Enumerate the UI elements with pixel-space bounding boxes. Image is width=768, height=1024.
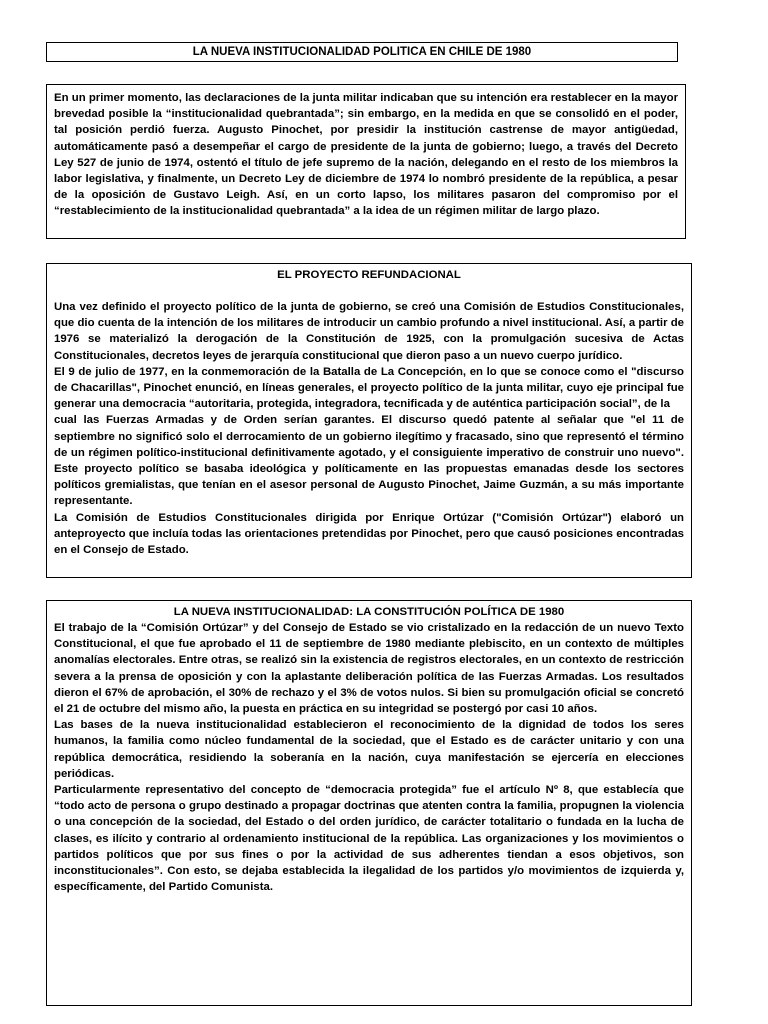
- refundacional-paragraph-4: La Comisión de Estudios Constitucionales dirigida por Enrique Ortúzar ("Comisión Ortúzar") elaboró un anteproyecto que incluía todas las orientaciones pretendidas por Pinochet, pero que causó posiciones encontradas en el Consejo de Estado.: [54, 511, 684, 557]
- constitucion-paragraph-2: Las bases de la nueva institucionalidad establecieron el reconocimiento de la dignidad de todos los seres humanos, la familia como núcleo fundamental de la sociedad, que el Estado es de carácter unitario y con una república democrática, residiendo la soberanía en la nación, cuya manifestación se ejercería en elecciones periódicas.: [54, 719, 684, 780]
- intro-paragraph: En un primer momento, las declaraciones de la junta militar indicaban que su intención era restablecer en la mayor brevedad posible la “institucionalidad quebrantada”; sin embargo, en la medida en que se consolidó en el poder, tal posición perdió fuerza. Augusto Pinochet, por presidir la institución castrense de mayor antigüedad, automáticamente pasó a desempeñar el cargo de presidente de la junta de gobierno; luego, a través del Decreto Ley 527 de junio de 1974, ostentó el título de jefe supremo de la nación, delegando en el resto de los miembros la labor legislativa, y finalmente, un Decreto Ley de diciembre de 1974 lo nombró presidente de la república, a pesar de la oposición de Gustavo Leigh. Así, en un corto lapso, los militares pasaron del compromiso por el “restablecimiento de la institucionalidad quebrantada” a la idea de un régimen militar de largo plazo.: [54, 92, 678, 218]
- constitucion-section: [46, 600, 692, 1006]
- refundacional-heading: EL PROYECTO REFUNDACIONAL: [277, 269, 461, 281]
- spacer: [54, 283, 684, 299]
- page-title: LA NUEVA INSTITUCIONALIDAD POLITICA EN CHILE DE 1980: [46, 42, 678, 62]
- refundacional-section: [46, 263, 692, 578]
- refundacional-paragraph-3: cual las Fuerzas Armadas y de Orden serían garantes. El discurso quedó patente al señalar que "el 11 de septiembre no significó solo el derrocamiento de un gobierno ilegítimo y fracasado, sino que representó el término de un régimen político-institucional definitivamente agotado, y el consiguiente imperativo de construir uno nuevo". Este proyecto político se basaba ideológica y políticamente en las propuestas emanadas desde los sectores políticos gremialistas, que tenían en el asesor personal de Augusto Pinochet, Jaime Guzmán, a su más importante representante.: [54, 414, 684, 508]
- refundacional-paragraph-2: El 9 de julio de 1977, en la conmemoración de la Batalla de La Concepción, en lo que se conoce como el "discurso de Chacarillas", Pinochet enunció, en líneas generales, el proyecto político de la junta militar, cuyo eje principal fue generar una democracia “autoritaria, protegida, integradora, tecnificada y de auténtica participación social”, de la: [54, 365, 684, 411]
- constitucion-heading: LA NUEVA INSTITUCIONALIDAD: LA CONSTITUCIÓN POLÍTICA DE 1980: [173, 606, 565, 618]
- constitucion-paragraph-1: El trabajo de la “Comisión Ortúzar” y del Consejo de Estado se vio cristalizado en la redacción de un nuevo Texto Constitucional, el que fue aprobado el 11 de septiembre de 1980 mediante plebiscito, en un contexto de múltiples anomalías electorales. Entre otras, se realizó sin la existencia de registros electorales, en un contexto de restricción severa a la prensa de oposición y con la aplastante deliberación política de las Fuerzas Armadas. Los resultados dieron el 67% de aprobación, el 30% de rechazo y el 3% de votos nulos. Si bien su promulgación oficial se concretó el 21 de octubre del mismo año, la puesta en práctica en su integridad se postergó por casi 10 años.: [54, 622, 684, 716]
- refundacional-paragraph-1: Una vez definido el proyecto político de la junta de gobierno, se creó una Comisión de Estudios Constitucionales, que dio cuenta de la intención de los militares de introducir un cambio profundo a nivel institucional. Así, a partir de 1976 se materializó la derogación de la Constitución de 1925, con la promulgación sucesiva de Actas Constitucionales, decretos leyes de jerarquía constitucional que dieron paso a un nuevo cuerpo jurídico.: [54, 301, 684, 362]
- intro-section: [46, 84, 686, 239]
- constitucion-paragraph-3: Particularmente representativo del concepto de “democracia protegida” fue el artículo Nº 8, que establecía que “todo acto de persona o grupo destinado a propagar doctrinas que atenten contra la familia, propugnen la violencia o una concepción de la sociedad, del Estado o del orden jurídico, de carácter totalitario o fundada en la lucha de clases, es ilícito y contrario al ordenamiento institucional de la república. Las organizaciones y los movimientos o partidos políticos que por sus fines o por la actividad de sus adherentes tiendan a esos objetivos, son inconstitucionales”. Con esto, se dejaba establecida la ilegalidad de los partidos y/o movimientos de izquierda y, específicamente, del Partido Comunista.: [54, 784, 684, 894]
